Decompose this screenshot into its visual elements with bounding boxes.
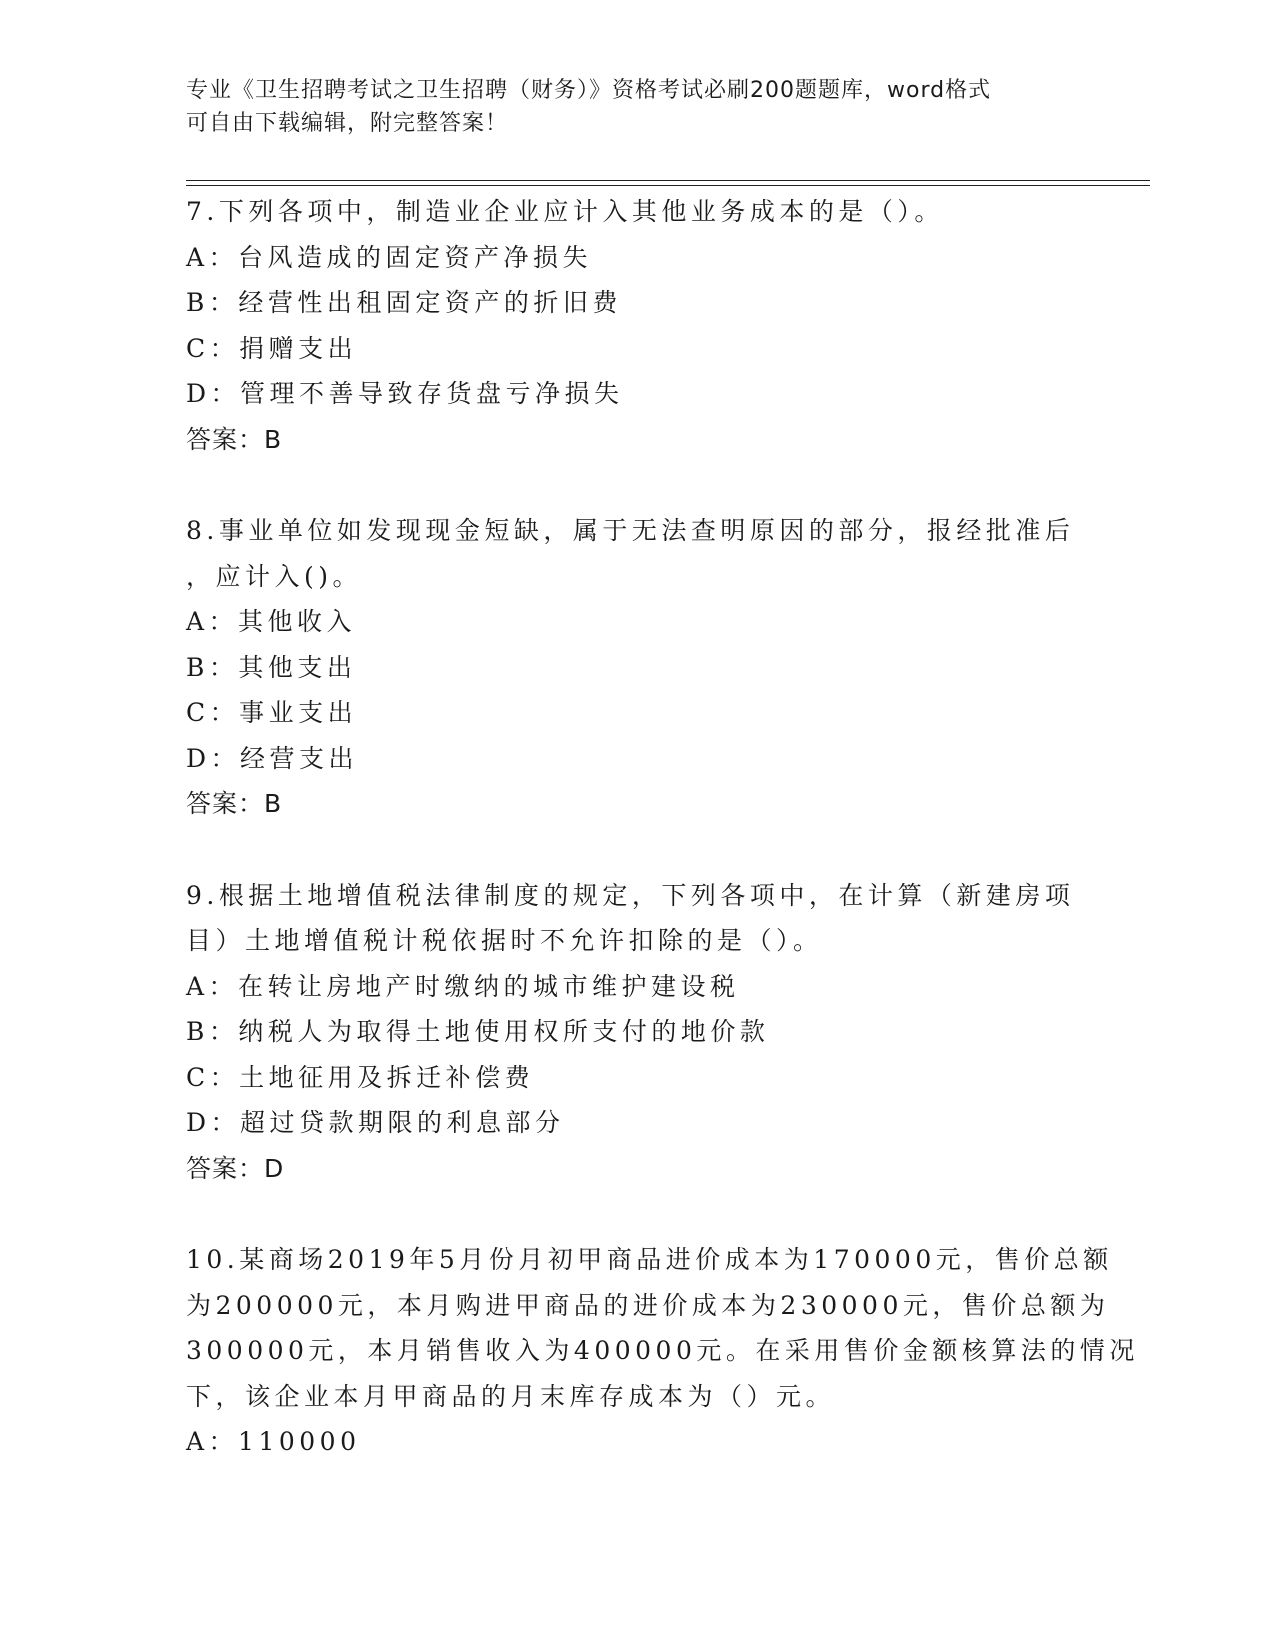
option-d: D：经营支出 (186, 743, 359, 773)
question-stem-continued: ，应计入()。 (186, 561, 363, 591)
document-header (186, 74, 1086, 140)
answer: 答案：D (186, 1153, 285, 1183)
question-stem-continued: 300000元，本月销售收入为400000元。在采用售价金额核算法的情况 (186, 1336, 1139, 1365)
option-c: C：土地征用及拆迁补偿费 (186, 1062, 535, 1092)
question-9 (186, 873, 1086, 1192)
header-line-1: 专业《卫生招聘考试之卫生招聘（财务）》资格考试必刷200题题库，word格式 (186, 78, 992, 103)
option-a: A：台风造成的固定资产净损失 (186, 242, 593, 272)
question-8 (186, 508, 1086, 827)
question-list (186, 189, 1139, 1465)
question-spacer (186, 462, 1086, 508)
option-c: C：事业支出 (186, 698, 358, 727)
question-stem: 7.下列各项中，制造业企业应计入其他业务成本的是（）。 (186, 197, 944, 226)
option-b: B：经营性出租固定资产的折旧费 (186, 288, 622, 317)
question-stem: 10.某商场2019年5月份月初甲商品进价成本为170000元，售价总额 (186, 1245, 1113, 1274)
question-10 (186, 1237, 1139, 1465)
option-d: D：超过贷款期限的利息部分 (186, 1108, 565, 1137)
question-stem: 9.根据土地增值税法律制度的规定，下列各项中，在计算（新建房项 (186, 880, 1075, 910)
option-b: B：纳税人为取得土地使用权所支付的地价款 (186, 1017, 770, 1046)
option-a: A：其他收入 (186, 607, 357, 636)
question-spacer (186, 827, 1086, 873)
option-b: B：其他支出 (186, 652, 357, 682)
header-line-2: 可自由下载编辑，附完整答案！ (186, 111, 509, 136)
option-d: D：管理不善导致存货盘亏净损失 (186, 379, 624, 408)
question-stem: 8.事业单位如发现现金短缺，属于无法查明原因的部分，报经批准后 (186, 516, 1075, 545)
option-c: C：捐赠支出 (186, 333, 358, 363)
question-7 (186, 189, 1086, 462)
header-divider-top (186, 180, 1150, 181)
question-stem-continued: 下，该企业本月甲商品的月末库存成本为（）元。 (186, 1381, 836, 1411)
option-a: A：在转让房地产时缴纳的城市维护建设税 (186, 971, 740, 1001)
header-divider-bottom (186, 185, 1150, 186)
option-a: A：110000 (186, 1427, 361, 1456)
question-spacer (186, 1191, 1086, 1237)
answer: 答案：B (186, 424, 283, 454)
question-stem-continued: 为200000元，本月购进甲商品的进价成本为230000元，售价总额为 (186, 1290, 1110, 1320)
question-stem-continued: 目）土地增值税计税依据时不允许扣除的是（）。 (186, 926, 823, 955)
answer: 答案：B (186, 789, 283, 818)
